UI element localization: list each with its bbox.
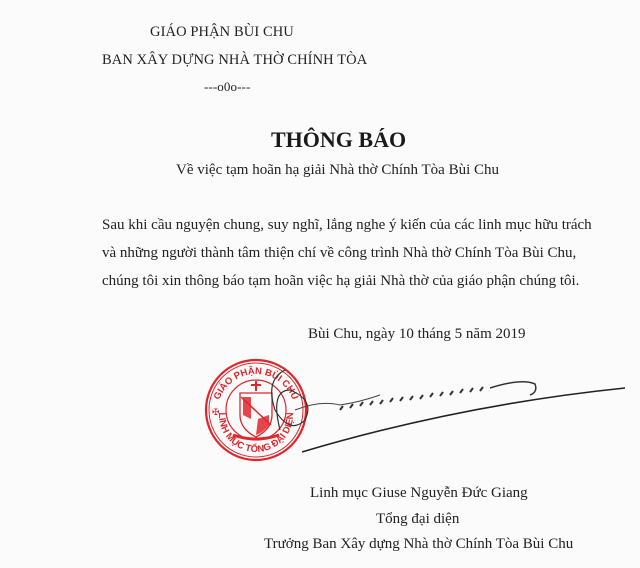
svg-text:✠: ✠ (212, 407, 220, 417)
signatory-position: Trưởng Ban Xây dựng Nhà thờ Chính Tòa Bùi Chu (264, 536, 574, 552)
signature-icon (260, 360, 640, 480)
body-line-1: Sau khi cầu nguyện chung, suy nghĩ, lắng nghe ý kiến của các linh mục hữu trách (102, 217, 592, 233)
header-separator: ---o0o--- (204, 79, 251, 94)
committee-name: BAN XÂY DỰNG NHÀ THỜ CHÍNH TÒA (102, 52, 368, 68)
signatory-role: Tổng đại diện (376, 511, 460, 527)
signatory-name: Linh mục Giuse Nguyễn Đức Giang (310, 485, 528, 501)
body-line-2: và những người thành tâm thiện chí về công trình Nhà thờ Chính Tòa Bùi Chu, (102, 245, 577, 261)
svg-text:GIÁO PHẬN BÙI CHU: GIÁO PHẬN BÙI CHU (211, 365, 301, 402)
diocese-name: GIÁO PHẬN BÙI CHU (150, 24, 294, 40)
subtitle: Về việc tạm hoãn hạ giải Nhà thờ Chính Tòa Bùi Chu (176, 162, 500, 178)
date-line: Bùi Chu, ngày 10 tháng 5 năm 2019 (308, 326, 526, 342)
svg-text:LINH MỤC TỔNG ĐẠI DIỆN: LINH MỤC TỔNG ĐẠI DIỆN (215, 412, 297, 456)
page-title: THÔNG BÁO (271, 127, 407, 152)
body-line-3: chúng tôi xin thông báo tạm hoãn việc hạ giải Nhà thờ của giáo phận chúng tôi. (102, 273, 580, 289)
